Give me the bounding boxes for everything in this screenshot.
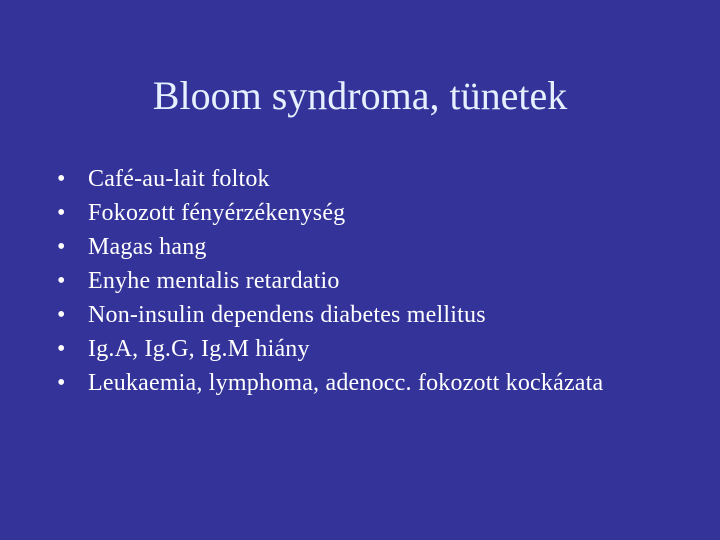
bullet-text: Fokozott fényérzékenység [88, 200, 346, 226]
bullet-icon: • [57, 370, 66, 396]
list-item [48, 230, 688, 264]
bullet-text: Ig.A, Ig.G, Ig.M hiány [88, 336, 310, 362]
list-item [48, 162, 688, 196]
bullet-text: Enyhe mentalis retardatio [88, 268, 340, 294]
bullet-icon: • [57, 302, 66, 328]
slide-title: Bloom syndroma, tünetek [152, 73, 568, 118]
bullet-text: Leukaemia, lymphoma, adenocc. fokozott kockázata [88, 370, 604, 396]
bullet-icon: • [57, 234, 66, 260]
list-item [48, 298, 688, 332]
bullet-text: Non-insulin dependens diabetes mellitus [88, 302, 486, 328]
list-item [48, 196, 688, 230]
bullet-text: Café-au-lait foltok [88, 166, 270, 192]
list-item [48, 332, 688, 366]
bullet-icon: • [57, 268, 66, 294]
bullet-icon: • [57, 336, 66, 362]
bullet-text: Magas hang [88, 234, 207, 260]
bullet-icon: • [57, 166, 66, 192]
bullet-list [48, 162, 688, 400]
list-item [48, 366, 688, 400]
list-item [48, 264, 688, 298]
bullet-icon: • [57, 200, 66, 226]
